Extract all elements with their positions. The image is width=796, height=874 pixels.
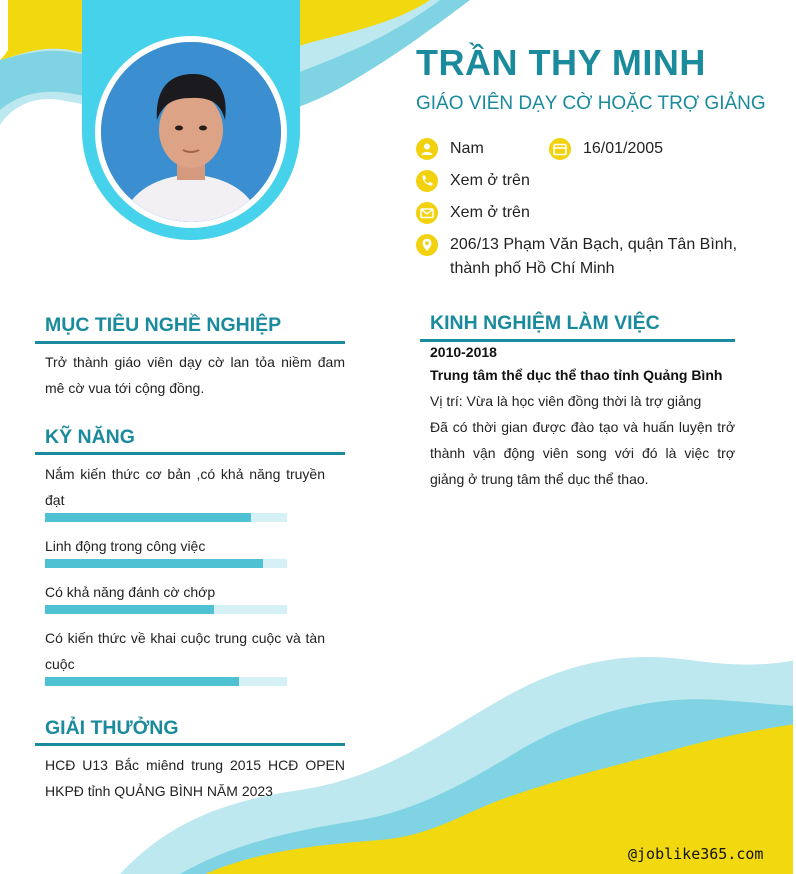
skill-bar <box>45 513 287 522</box>
skill-bar <box>45 677 287 686</box>
user-icon <box>416 138 438 160</box>
portrait-photo <box>101 42 281 222</box>
awards-heading: GIẢI THƯỞNG <box>45 717 179 739</box>
email-row <box>416 202 530 225</box>
skill-label: Có kiến thức về khai cuộc trung cuộc và tàn cuộc <box>45 630 325 672</box>
skill-bar-fill <box>45 513 251 522</box>
birthday-value: 16/01/2005 <box>583 140 664 157</box>
skill-bar-fill <box>45 559 263 568</box>
experience-position: Vị trí: Vừa là học viên đồng thời là trợ giảng <box>430 393 702 409</box>
phone-value: Xem ở trên <box>450 172 530 189</box>
experience-company: Trung tâm thể dục thể thao tỉnh Quảng Bình <box>430 367 723 383</box>
skill-label: Có khả năng đánh cờ chớp <box>45 584 216 600</box>
job-title: GIÁO VIÊN DẠY CỜ HOẶC TRỢ GIẢNG <box>416 93 766 114</box>
birthday-row <box>549 138 663 161</box>
address-value: 206/13 Phạm Văn Bạch, quận Tân Bình, thành phố Hồ Chí Minh <box>450 236 738 277</box>
skill-label: Linh động trong công việc <box>45 538 206 554</box>
phone-row <box>416 170 530 193</box>
experience-years: 2010-2018 <box>430 344 497 360</box>
skill-bar <box>45 605 287 614</box>
footer-handle: @joblike365.com <box>628 845 764 863</box>
skill-bar <box>45 559 287 568</box>
skill-bar-fill <box>45 605 214 614</box>
skills-divider <box>35 452 345 455</box>
awards-text: HCĐ U13 Bắc miênd trung 2015 HCĐ OPEN HKPĐ tỉnh QUẢNG BÌNH NĂM 2023 <box>45 757 345 799</box>
email-value: Xem ở trên <box>450 204 530 221</box>
skill-bar-fill <box>45 677 239 686</box>
mail-icon <box>416 202 438 224</box>
skills-heading: KỸ NĂNG <box>45 426 135 448</box>
experience-description: Đã có thời gian được đào tạo và huấn luyện trở thành vận động viên song với đó là việc trợ giảng ở trung tâm thể dục thể thao. <box>430 419 735 487</box>
experience-heading: KINH NGHIỆM LÀM VIỆC <box>430 312 660 334</box>
gender-row <box>416 138 484 161</box>
candidate-name: TRẦN THY MINH <box>416 42 706 83</box>
gender-value: Nam <box>450 140 484 157</box>
calendar-icon <box>549 138 571 160</box>
objective-text: Trở thành giáo viên dạy cờ lan tỏa niềm đam mê cờ vua tới cộng đồng. <box>45 354 345 396</box>
experience-divider <box>420 339 735 342</box>
phone-icon <box>416 170 438 192</box>
objective-divider <box>35 341 345 344</box>
address-row <box>416 234 746 281</box>
awards-divider <box>35 743 345 746</box>
top-left-white-strip <box>0 0 8 60</box>
location-icon <box>416 234 438 256</box>
skill-label: Nắm kiến thức cơ bản ,có khả năng truyền đạt <box>45 466 325 508</box>
objective-heading: MỤC TIÊU NGHỀ NGHIỆP <box>45 314 282 336</box>
